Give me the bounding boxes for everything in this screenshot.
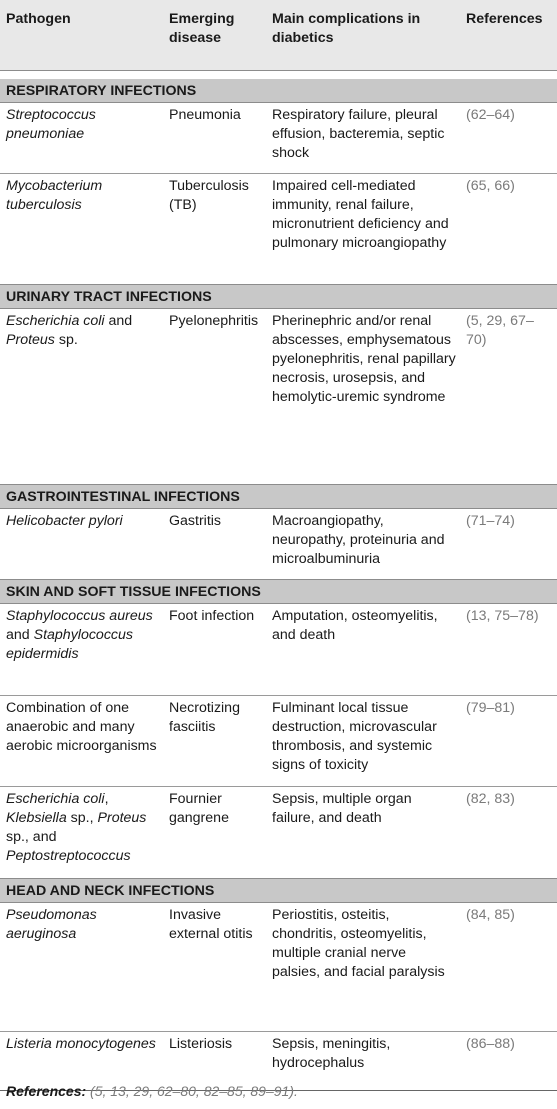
disease-cell: Necrotizing fasciitis	[169, 700, 240, 735]
section-urinary: URINARY TRACT INFECTIONS	[0, 285, 557, 309]
pathogen-name: Staphylococcus epidermidis	[6, 627, 133, 662]
pathogen-name: Staphylococcus aureus	[6, 608, 153, 624]
pathogen-name: Proteus	[97, 810, 147, 826]
pathogen-name: Escherichia coli	[6, 313, 105, 329]
complications-cell: Periostitis, osteitis, chondritis, osteomyelitis, multiple cranial nerve palsies, and facial paralysis	[272, 907, 445, 980]
pathogen-cell: Pseudomonas aeruginosa	[6, 907, 97, 942]
pathogen-cell: Helicobacter pylori	[6, 513, 123, 529]
table-row	[0, 903, 557, 1032]
disease-cell: Listeriosis	[169, 1036, 233, 1052]
pathogen-cell: Escherichia coli, Klebsiella sp., Proteus sp., and Peptostreptococcus	[6, 791, 147, 864]
reference-link[interactable]: (79–81)	[466, 700, 515, 716]
disease-cell: Foot infection	[169, 608, 255, 624]
pathogen-cell: Staphylococcus aureus and Staphylococcus epidermidis	[6, 608, 153, 662]
pathogen-cell: Listeria monocytogenes	[6, 1036, 156, 1052]
disease-cell: Invasive external otitis	[169, 907, 253, 942]
disease-cell: Pyelonephritis	[169, 313, 259, 329]
table-row	[0, 103, 557, 174]
reference-link[interactable]: (71–74)	[466, 513, 515, 529]
reference-link[interactable]: (84, 85)	[466, 907, 515, 923]
pathogen-cell: Escherichia coli and Proteus sp.	[6, 313, 133, 348]
pathogen-name: Peptostreptococcus	[6, 848, 131, 864]
footnote-label: References:	[6, 1083, 87, 1099]
reference-link[interactable]: (62–64)	[466, 107, 515, 123]
pathogen-cell: Mycobacterium tuberculosis	[6, 178, 103, 213]
pathogen-name: Proteus	[6, 332, 55, 348]
disease-cell: Tuberculosis (TB)	[169, 178, 249, 213]
reference-link[interactable]: (82, 83)	[466, 791, 515, 807]
table-header	[0, 0, 557, 71]
table-row	[0, 696, 557, 787]
complications-cell: Sepsis, meningitis, hydrocephalus	[272, 1036, 391, 1071]
disease-cell: Fournier gangrene	[169, 791, 229, 826]
table-footnote	[6, 1082, 298, 1101]
pathogen-cell: Combination of one anaerobic and many aerobic microorganisms	[6, 700, 157, 754]
section-gastrointestinal: GASTROINTESTINAL INFECTIONS	[0, 485, 557, 509]
pathogen-name: Escherichia coli	[6, 791, 105, 807]
header-disease: Emerging disease	[169, 11, 235, 46]
complications-cell: Amputation, osteomyelitis, and death	[272, 608, 438, 643]
table-row	[0, 174, 557, 285]
complications-cell: Sepsis, multiple organ failure, and death	[272, 791, 412, 826]
pathogen-cell: Streptococcus pneumoniae	[6, 107, 96, 142]
reference-link[interactable]: (86–88)	[466, 1036, 515, 1052]
section-head-neck: HEAD AND NECK INFECTIONS	[0, 879, 557, 903]
section-respiratory: RESPIRATORY INFECTIONS	[0, 79, 557, 103]
complications-cell: Respiratory failure, pleural effusion, bacteremia, septic shock	[272, 107, 445, 161]
reference-link[interactable]: (65, 66)	[466, 178, 515, 194]
table-row	[0, 509, 557, 580]
disease-cell: Gastritis	[169, 513, 222, 529]
section-skin: SKIN AND SOFT TISSUE INFECTIONS	[0, 580, 557, 604]
reference-link[interactable]: (5, 29, 67–70)	[466, 313, 534, 348]
table-row	[0, 309, 557, 485]
disease-cell: Pneumonia	[169, 107, 241, 123]
complications-cell: Pherinephric and/or renal abscesses, emphysematous pyelonephritis, renal papillary necrosis, urosepsis, and hemolytic-uremic syndrome	[272, 313, 456, 405]
header-pathogen: Pathogen	[6, 11, 71, 27]
complications-cell: Fulminant local tissue destruction, microvascular thrombosis, and systemic signs of toxicity	[272, 700, 437, 773]
complications-cell: Impaired cell-mediated immunity, renal failure, micronutrient deficiency and pulmonary microangiopathy	[272, 178, 449, 251]
pathogen-name: Klebsiella	[6, 810, 67, 826]
footnote-references[interactable]: (5, 13, 29, 62–80, 82–85, 89–91).	[90, 1083, 298, 1099]
complications-cell: Macroangiopathy, neuropathy, proteinuria and microalbuminuria	[272, 513, 445, 567]
header-complications: Main complications in diabetics	[272, 11, 421, 46]
header-references: References	[466, 11, 543, 27]
reference-link[interactable]: (13, 75–78)	[466, 608, 539, 624]
table-row	[0, 787, 557, 879]
table-row	[0, 604, 557, 696]
